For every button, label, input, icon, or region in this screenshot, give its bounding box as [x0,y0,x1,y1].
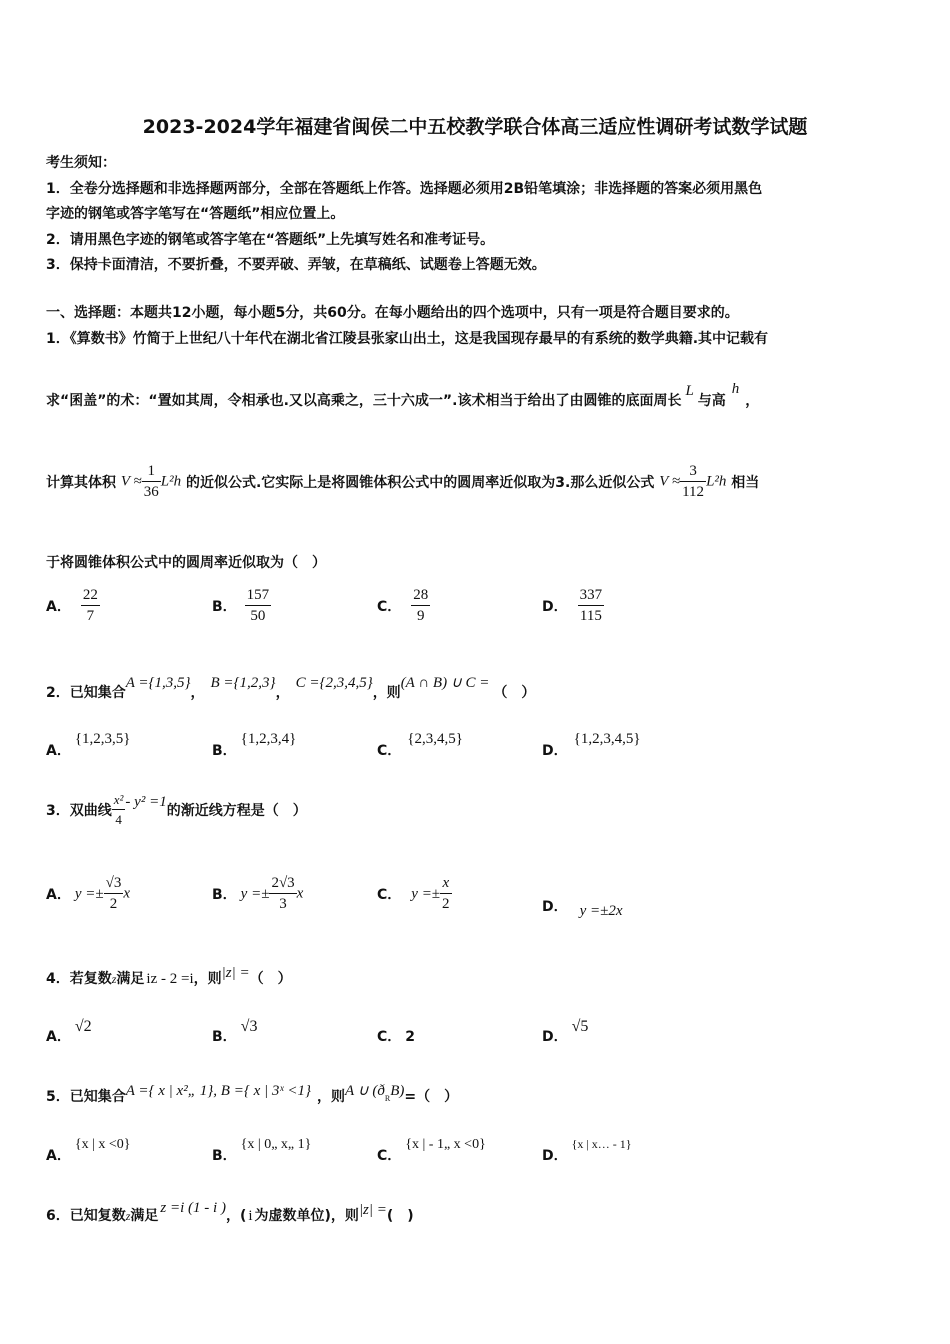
q3-option-d-label: D． [542,899,568,915]
q1-option-b-num: 157 [245,586,272,606]
q2-option-c[interactable] [377,728,463,759]
q4-abs: |z| = [221,965,250,981]
q3-prefix: 3．双曲线 [46,803,112,819]
q1-option-c-label: C． [377,599,402,615]
q3-rest: - y² =1 [125,793,167,810]
q5-subscript: R [384,1094,391,1103]
q3-option-c-lhs: y =± [411,885,441,902]
q1-formula-2-den: 112 [682,484,705,500]
q1-line-2 [46,381,760,410]
q5-expression: A ∪ (ð [344,1083,385,1099]
q3-option-b[interactable] [212,874,303,914]
q5-then: ，则 [316,1089,345,1105]
q6-answer-paren: ( ) [386,1208,414,1224]
q2-option-d-label: D． [542,743,568,759]
q3-line [46,790,307,830]
q3-option-b-tail: x [296,885,304,902]
notice-line-2: 2．请用黑色字迹的钢笔或答字笔在“答题纸”上先填写姓名和准考证号。 [46,232,495,248]
q1-and-height: 与高 [697,393,726,409]
q6-prefix: 6．已知复数 [46,1208,126,1224]
q6-equation: z =i (1 - i ) [160,1200,226,1216]
q4-option-d[interactable] [542,1016,589,1045]
q3-option-b-lhs: y =± [240,885,270,902]
q1-formula-2-num: 3 [680,462,706,482]
q4-prefix: 4．若复数 [46,971,112,987]
q1-line-4: 于将圆锥体积公式中的圆周率近似取为（ ） [46,555,326,571]
q4-z: z [111,972,117,986]
q2-option-a-label: A． [46,743,71,759]
q1-formula-1-tail: L²h [160,473,182,490]
q3-option-c[interactable] [377,874,452,914]
q2-option-a[interactable] [46,728,131,759]
q3-option-a-den: 2 [109,896,118,912]
q1-formula-1-fraction [142,462,161,502]
q6-note-open: ，( [225,1208,247,1224]
q1-option-d[interactable] [542,586,604,626]
q2-answer-paren: （ ） [493,685,536,701]
q1-option-a-den: 7 [86,608,95,624]
q4-option-b-value: √3 [240,1018,258,1035]
q3-option-c-num: x [440,874,452,894]
q2-expression: (A ∩ B) ∪ C = [400,675,490,691]
q4-option-a-label: A． [46,1029,71,1045]
q1-line-3b: 的近似公式.它实际上是将圆锥体积公式中的圆周率近似取为3.那么近似公式 [185,475,655,491]
q5-prefix: 5．已知集合 [46,1089,126,1105]
q1-option-b-den: 50 [250,608,266,624]
q1-option-d-label: D． [542,599,568,615]
notice-line-1b: 字迹的钢笔或答字笔写在“答题纸”相应位置上。 [46,206,345,222]
q5-option-b[interactable] [212,1133,312,1164]
q1-option-d-den: 115 [579,608,602,624]
q4-equation: iz - 2 =i [146,971,194,987]
q4-option-a-value: √2 [74,1018,92,1035]
q1-option-b-fraction [245,586,272,626]
q5-expression-end: B) [390,1083,405,1099]
q2-sep-1: ， [190,685,205,701]
q1-formula-1-den: 36 [143,484,159,500]
q5-answer-paren: =（ ） [404,1089,459,1105]
q5-option-a-label: A． [46,1148,71,1164]
q1-option-a-fraction [81,586,100,626]
q4-option-c-label: C． [377,1029,402,1045]
q1-formula-1-lhs: V ≈ [120,473,142,490]
q5-line [46,1083,459,1106]
q1-formula-2-fraction [680,462,706,502]
q6-note-i: i [248,1208,253,1224]
q5-option-a-value: {x | x <0} [74,1137,131,1152]
q2-then: ，则 [372,685,401,701]
q2-option-d-value: {1,2,3,4,5} [573,731,641,747]
page-title: 2023-2024学年福建省闽侯二中五校教学联合体高三适应性调研考试数学试题 [142,116,808,138]
q1-formula-2-tail: L²h [706,473,727,490]
q1-h: h [731,381,740,397]
q3-option-d[interactable] [542,896,623,919]
q3-num: x² [112,790,126,810]
q1-option-d-fraction [578,586,605,626]
q3-fraction [112,790,126,830]
q2-set-a: A ={1,3,5} [125,675,191,691]
q3-option-b-den: 3 [279,896,287,912]
q2-option-c-label: C． [377,743,402,759]
q3-option-a[interactable] [46,874,130,914]
q5-set-a: A ={ x | x²„ 1} [125,1083,214,1099]
q5-option-c-label: C． [377,1148,402,1164]
q4-option-b-label: B． [212,1029,237,1045]
q6-line [46,1200,414,1225]
q1-option-a-num: 22 [81,586,100,606]
q1-option-a-label: A． [46,599,71,615]
q3-option-c-label: C． [377,887,402,903]
q6-mid: 满足 [130,1208,159,1224]
q1-option-c-den: 9 [417,608,425,624]
q1-option-b-label: B． [212,599,237,615]
q2-set-c: C ={2,3,4,5} [295,675,373,691]
q1-line-1: 1．《算数书》竹简于上世纪八十年代在湖北省江陵县张家山出土，这是我国现存最早的有系统的数学典籍.其中记载有 [46,331,769,347]
q4-option-d-label: D． [542,1029,568,1045]
q4-then: ，则 [193,971,222,987]
q4-answer-paren: （ ） [249,971,292,987]
notice-heading: 考生须知： [46,155,116,171]
q5-option-c[interactable] [377,1133,486,1164]
q3-option-a-tail: x [123,885,131,902]
q5-option-d[interactable] [542,1133,632,1164]
q2-set-b: B ={1,2,3} [210,675,276,691]
q3-option-a-num: √3 [104,874,124,894]
q4-line [46,965,292,988]
q2-option-b-label: B． [212,743,237,759]
q1-option-c-num: 28 [411,586,430,606]
q2-prefix: 2．已知集合 [46,685,126,701]
notice-line-3: 3．保持卡面清洁，不要折叠，不要弄破、弄皱，在草稿纸、试题卷上答题无效。 [46,257,546,273]
q3-option-a-fraction [104,874,124,914]
q1-option-c[interactable] [377,586,430,626]
q6-abs: |z| = [358,1202,387,1218]
q3-suffix: 的渐近线方程是（ ） [166,803,307,819]
q5-option-b-label: B． [212,1148,237,1164]
q5-option-a[interactable] [46,1133,131,1164]
q6-z: z [125,1209,131,1223]
q5-option-b-value: {x | 0„ x„ 1} [240,1137,312,1152]
q4-option-c-value: 2 [405,1029,416,1045]
q1-formula-1-num: 1 [142,462,161,482]
q3-option-c-den: 2 [442,896,450,912]
q3-option-b-num: 2√3 [269,874,296,894]
q5-set-b: , B ={ x | 3ˣ <1} [213,1083,311,1099]
q1-line-3c: 相当 [731,475,760,491]
q1-line-3 [46,462,759,502]
q3-den: 4 [115,812,122,827]
q1-option-c-fraction [411,586,430,626]
q4-option-d-value: √5 [571,1018,589,1035]
q1-line-2-text: 求“囷盖”的术：“置如其周，令相承也.又以高乘之，三十六成一”.该术相当于给出了由圆锥的底面周长 [46,393,682,409]
q3-option-b-fraction [269,874,296,914]
q3-option-d-lhs: y =±2x [579,903,623,919]
q4-mid: 满足 [116,971,145,987]
q1-comma: ， [745,393,760,409]
q2-option-a-value: {1,2,3,5} [74,731,131,747]
q2-option-b[interactable] [212,728,297,759]
q5-option-c-value: {x | - 1„ x <0} [405,1137,486,1152]
q2-option-b-value: {1,2,3,4} [240,731,297,747]
q4-option-b[interactable] [212,1016,258,1045]
section-heading: 一、选择题：本题共12小题，每小题5分，共60分。在每小题给出的四个选项中，只有一项是符合题目要求的。 [46,305,739,321]
q2-option-c-value: {2,3,4,5} [407,731,463,747]
q2-line [46,675,536,702]
q5-option-d-value: {x | x… - 1} [571,1137,632,1151]
notice-line-1a: 1．全卷分选择题和非选择题两部分，全部在答题纸上作答。选择题必须用2B铅笔填涂；非选择题的答案必须用黑色 [46,181,763,197]
q1-option-a[interactable] [46,586,100,626]
q1-option-d-num: 337 [578,586,605,606]
q1-option-b[interactable] [212,586,271,626]
q1-formula-2-lhs: V ≈ [659,473,681,490]
q4-option-a[interactable] [46,1016,92,1045]
q1-L: L [685,383,694,399]
q3-option-a-label: A． [46,887,71,903]
q5-option-d-label: D． [542,1148,568,1164]
q1-line-3a: 计算其体积 [46,475,116,491]
q2-option-d[interactable] [542,728,641,759]
q6-note-text: 为虚数单位)，则 [254,1208,359,1224]
q3-option-c-fraction [440,874,452,914]
q3-option-b-label: B． [212,887,237,903]
q2-sep-2: ， [275,685,290,701]
q4-option-c[interactable] [377,1026,415,1046]
q3-option-a-lhs: y =± [74,885,104,902]
